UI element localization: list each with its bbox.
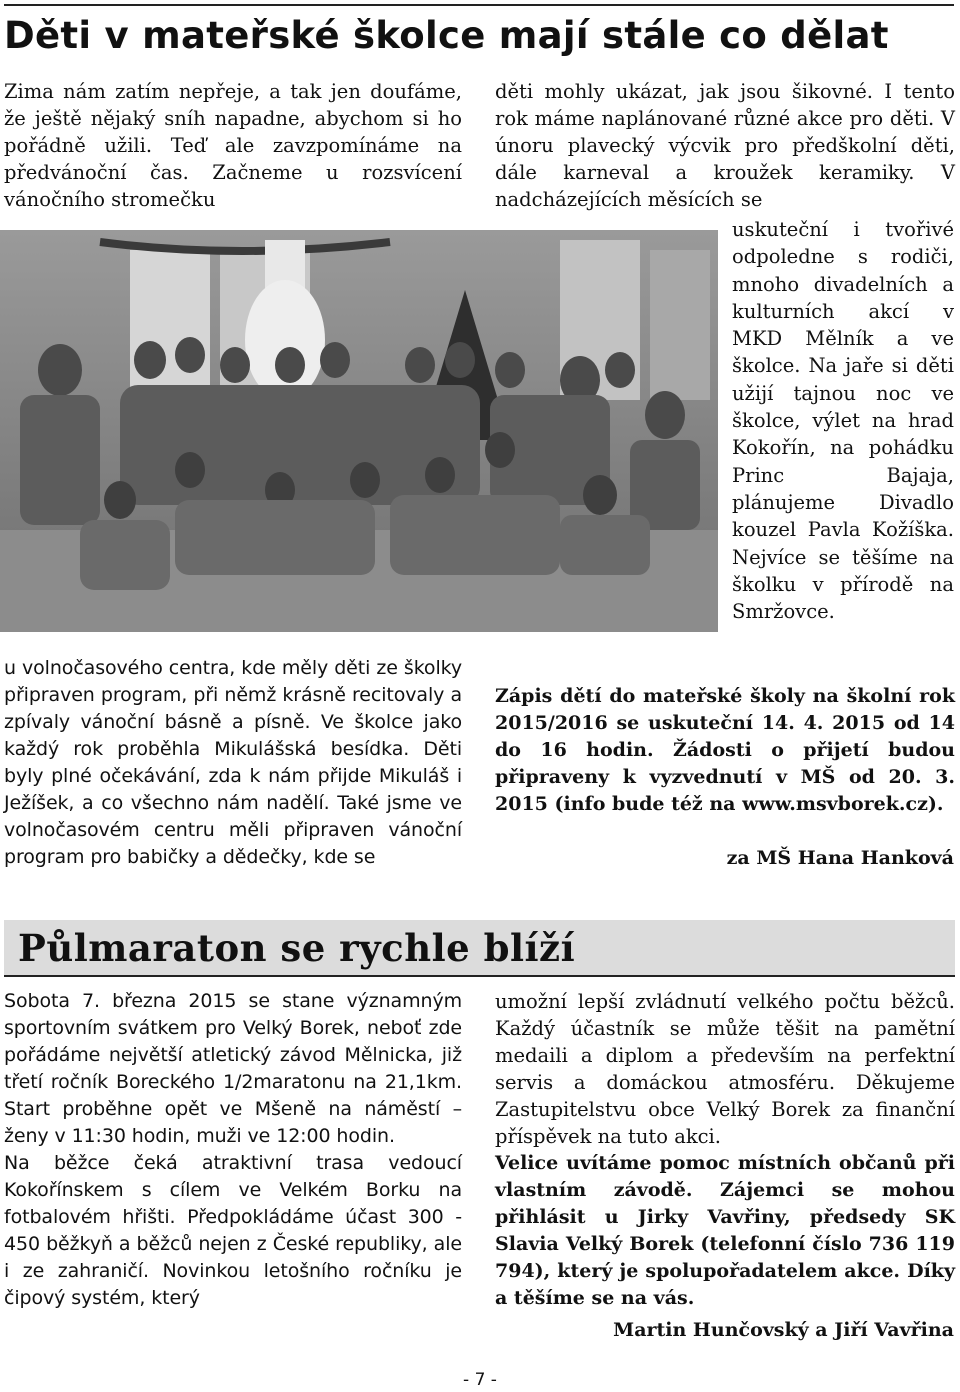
article2-paragraph: Sobota 7. března 2015 se stane významným sportovním svátkem pro Velký Borek, neboť zde pořádáme největší atletický závod Mělnicka, již třetí ročník Boreckého 1/2maratonu na 21,1km. Start proběhne opět ve Mšeně na náměstí – ženy v 11:30 hodin, muži ve 12:00 hodin. — [4, 990, 462, 1147]
article1-paragraph: u volnočasového centra, kde měly děti ze školky připraven program, při němž krásně recitovaly a zpívaly vánoční básně a písně. Ve školce jako každý rok proběhla Mikulášská besídka. Děti byly plné očekávání, zda k nám přijde Mikuláš i Ježíšek, a co všechno nám nadělí. Také jsme ve volnočasovém centru měli připraven vánoční program pro babičky a dědečky, kde se — [4, 657, 462, 868]
article1-col2-top — [495, 78, 955, 213]
article2-title: Půlmaraton se rychle blíží — [18, 926, 576, 970]
enrollment-notice — [495, 683, 955, 818]
article2-appeal: Velice uvítáme pomoc místních občanů při vlastním závodě. Zájemci se mohou přihlásit u Jirky Vavřiny, předsedy SK Slavia Velký Borek (telefonní číslo 736 119 794), který je spolupořadatelem akce. Díky a těšíme se na vás. — [495, 1152, 955, 1309]
article2-paragraph: Na běžce čeká atraktivní trasa vedoucí Kokořínskem s cílem ve Velkém Borku na fotbalovém hřišti. Předpokládáme účast 300 - 450 běžkyň a běžců nejen z České republiky, ale i ze zahraničí. Novinkou letošního ročníku je čipový systém, který — [4, 1152, 462, 1309]
article1-col1-top — [4, 78, 462, 213]
group-photo-image — [0, 230, 718, 632]
article1-paragraph: děti mohly ukázat, jak jsou šikovné. I tento rok máme naplánované různé akce pro děti. V únoru plavecký výcvik pro předškolní děti, dále karneval a kroužek keramiky. V nadcházejících měsících se — [495, 80, 955, 211]
article2-col1 — [4, 988, 462, 1312]
article1-col2-narrow — [732, 216, 954, 625]
article2-paragraph: umožní lepší zvládnutí velkého počtu běžců. Každý účastník se může těšit na pamětní medaili a diplom a především na perfektní servis a domáckou atmosféru. Děkujeme Zastupitelstvu obce Velký Borek za finanční příspěvek na tuto akci. — [495, 990, 955, 1148]
top-rule — [4, 4, 954, 6]
article1-signature: za MŠ Hana Hanková — [726, 847, 954, 869]
article2-signature: Martin Hunčovský a Jiří Vavřina — [613, 1319, 954, 1341]
article2-col2 — [495, 988, 955, 1312]
article1-paragraph: uskuteční i tvořivé odpoledne s rodiči, mnoho divadelních a kulturních akcí v MKD Mělník a ve školce. Na jaře si děti užijí tajnou noc ve školce, výlet na hrad Kokořín, na pohádku Princ Bajaja, plánujeme Divadlo kouzel Pavla Kožíška. Nejvíce se těšíme na školku v přírodě na Smržovce. — [732, 218, 954, 624]
article1-paragraph: Zima nám zatím nepřeje, a tak jen doufáme, že ještě nějaký sníh napadne, abychom si ho pořádně užili. Teď ale zavzpomínáme na předvánoční čas. Začneme u rozsvícení vánočního stromečku — [4, 80, 462, 211]
article-title: Děti v mateřské školce mají stále co dělat — [4, 14, 889, 57]
group-photo — [0, 230, 718, 632]
article1-col1-bottom — [4, 655, 462, 871]
enrollment-text: Zápis dětí do mateřské školy na školní rok 2015/2016 se uskuteční 14. 4. 2015 od 14 do 16 hodin. Žádosti o přijetí budou připraveny k vyzvednutí v MŠ od 20. 3. 2015 (info bude též na www.msvborek.cz). — [495, 685, 955, 815]
page-number: - 7 - — [463, 1370, 497, 1390]
